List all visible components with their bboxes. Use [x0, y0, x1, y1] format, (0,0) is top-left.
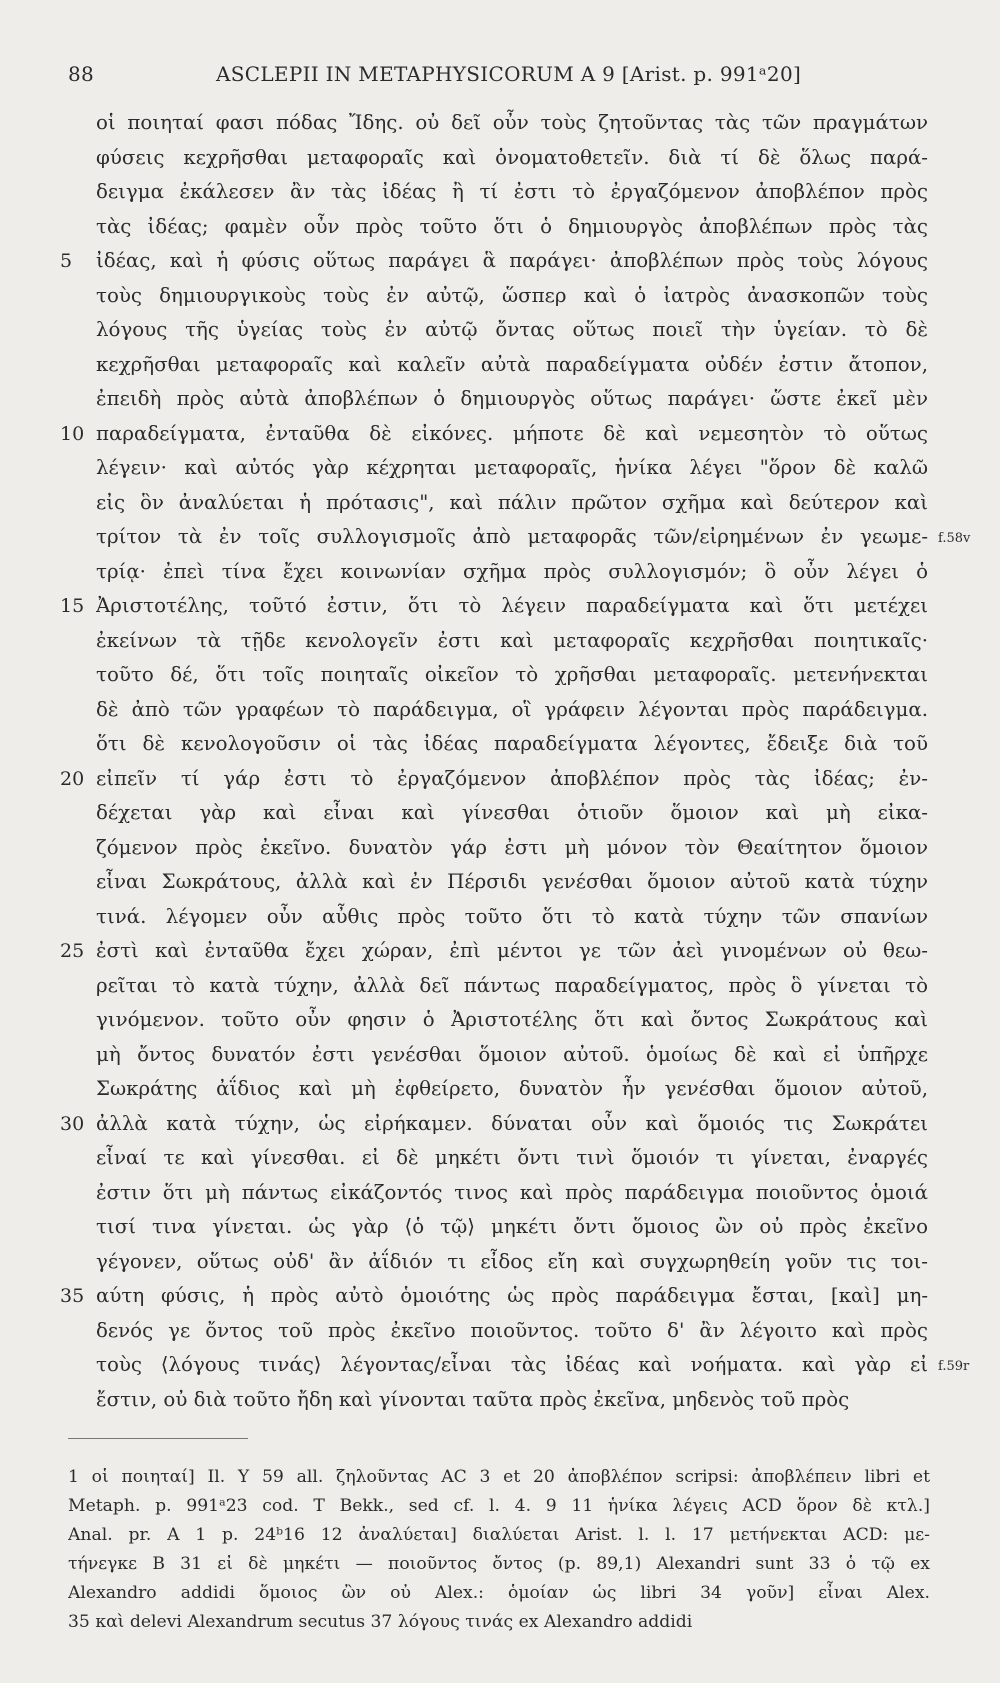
text-line: [0, 831, 1000, 866]
text-line: [0, 417, 1000, 452]
page-number: 88: [68, 62, 95, 86]
text-line: [0, 382, 1000, 417]
line-text: λέγειν· καὶ αὐτός γὰρ κέχρηται μεταφοραῖς, ἡνίκα λέγει "ὅρον δὲ καλῶ: [96, 456, 928, 479]
line-text: γινόμενον. τοῦτο οὖν φησιν ὁ Ἀριστοτέλης ὅτι καὶ ὄντος Σωκράτους καὶ: [96, 1008, 928, 1031]
line-text: παραδείγματα, ἐνταῦθα δὲ εἰκόνες. μήποτε δὲ καὶ νεμεσητὸν τὸ οὕτως: [96, 421, 928, 445]
text-line: [0, 244, 1000, 279]
line-text: εἰπεῖν τί γάρ ἐστι τὸ ἐργαζόμενον ἀποβλέπον πρὸς τὰς ἰδέας; ἐν-: [96, 766, 928, 790]
footnote-line: 1 οἱ ποιηταί] Il. Υ 59 all. ζηλοῦντας AC 3 et 20 ἀποβλέπον scripsi: ἀποβλέπειν libri et: [68, 1467, 930, 1487]
text-line: [0, 1210, 1000, 1245]
folio-marginal-note: f.58v: [938, 531, 971, 546]
apparatus-criticus: [68, 1463, 930, 1637]
line-number: 20: [60, 767, 85, 790]
line-text: αύτη φύσις, ἡ πρὸς αὐτὸ ὁμοιότης ὡς πρὸς παράδειγμα ἔσται, [καὶ] μη-: [96, 1284, 928, 1307]
line-number: 10: [60, 422, 85, 445]
running-title: ASCLEPII IN METAPHYSICORUM A 9 [Arist. p. 991ᵃ20]: [216, 62, 802, 86]
line-text: μὴ ὄντος δυνατόν ἐστι γενέσθαι ὅμοιον αὐτοῦ. ὁμοίως δὲ καὶ εἰ ὑπῆρχε: [96, 1042, 928, 1066]
line-text: εἶναί τε καὶ γίνεσθαι. εἰ δὲ μηκέτι ὄντι τινὶ ὅμοιόν τι γίνεται, ἐναργές: [96, 1146, 928, 1169]
line-text: ἔστιν, οὐ διὰ τοῦτο ἤδη καὶ γίνονται ταῦτα πρὸς ἐκεῖνα, μηδενὸς τοῦ πρὸς: [96, 1387, 850, 1411]
line-text: ζόμενον πρὸς ἐκεῖνο. δυνατὸν γάρ ἐστι μὴ μόνον τὸν Θεαίτητον ὅμοιον: [96, 835, 928, 859]
line-text: γέγονεν, οὕτως οὐδ' ἂν ἀΐδιόν τι εἶδος εἴη καὶ συγχωρηθείη γοῦν τις τοι-: [96, 1249, 928, 1273]
line-text: τὰς ἰδέας; φαμὲν οὖν πρὸς τοῦτο ὅτι ὁ δημιουργὸς ἀποβλέπων πρὸς τὰς: [96, 214, 928, 238]
text-line: [0, 348, 1000, 383]
line-text: ἐκείνων τὰ τῇδε κενολογεῖν ἐστι καὶ μεταφοραῖς κεχρῆσθαι ποιητικαῖς·: [96, 628, 928, 652]
text-line: [0, 1314, 1000, 1349]
line-text: τοῦτο δέ, ὅτι τοῖς ποιηταῖς οἰκεῖον τὸ χρῆσθαι μεταφοραῖς. μετενήνεκται: [96, 663, 928, 686]
main-text: [0, 106, 1000, 1417]
text-line: [0, 1279, 1000, 1314]
text-line: [0, 1072, 1000, 1107]
text-line: [0, 900, 1000, 935]
text-line: [0, 106, 1000, 141]
footnote-line: 35 καὶ delevi Alexandrum secutus 37 λόγους τινάς ex Alexandro addidi: [68, 1612, 693, 1632]
line-text: τινά. λέγομεν οὖν αὖθις πρὸς τοῦτο ὅτι τὸ κατὰ τύχην τῶν σπανίων: [96, 904, 928, 928]
line-text: δέχεται γὰρ καὶ εἶναι καὶ γίνεσθαι ὁτιοῦν ὅμοιον καὶ μὴ εἰκα-: [96, 801, 928, 824]
text-line: [0, 1176, 1000, 1211]
line-number: 35: [60, 1285, 85, 1307]
line-text: ἰδέας, καὶ ἡ φύσις οὕτως παράγει ἃ παράγει· ἀποβλέπων πρὸς τοὺς λόγους: [96, 249, 928, 272]
text-line: [0, 1038, 1000, 1073]
line-number: 5: [60, 250, 73, 272]
line-text: ἐστιν ὅτι μὴ πάντως εἰκάζοντός τινος καὶ πρὸς παράδειγμα ποιοῦντος ὁμοιά: [96, 1180, 928, 1204]
footnote-rule: [68, 1438, 248, 1439]
footnote-line: Anal. pr. A 1 p. 24ᵇ16 12 ἀναλύεται] διαλύεται Arist. l. l. 17 μετήνεκται ACD: με-: [68, 1525, 930, 1545]
text-line: [0, 313, 1000, 348]
footnote-line: Metaph. p. 991ᵃ23 cod. T Bekk., sed cf. l. 4. 9 11 ἡνίκα λέγεις ACD ὅρον δὲ κτλ.]: [68, 1496, 930, 1516]
text-line: [0, 520, 1000, 555]
text-line: [0, 279, 1000, 314]
text-line: [0, 1107, 1000, 1142]
line-text: εἶναι Σωκράτους, ἀλλὰ καὶ ἐν Πέρσιδι γενέσθαι ὅμοιον αὐτοῦ κατὰ τύχην: [96, 870, 928, 893]
line-text: εἰς ὃν ἀναλύεται ἡ πρότασις", καὶ πάλιν πρῶτον σχῆμα καὶ δεύτερον καὶ: [96, 490, 928, 514]
text-line: [0, 934, 1000, 969]
line-text: ὅτι δὲ κενολογοῦσιν οἱ τὰς ἰδέας παραδείγματα λέγοντες, ἔδειξε διὰ τοῦ: [96, 732, 928, 755]
line-number: 30: [60, 1112, 85, 1135]
line-text: φύσεις κεχρῆσθαι μεταφοραῖς καὶ ὀνοματοθετεῖν. διὰ τί δὲ ὅλως παρά-: [96, 145, 928, 169]
text-line: [0, 1245, 1000, 1280]
text-line: [0, 1348, 1000, 1383]
text-line: [0, 762, 1000, 797]
text-line: [0, 175, 1000, 210]
footnote-line: Alexandro addidi ὅμοιος ὢν οὐ Alex.: ὁμοίαν ὡς libri 34 γοῦν] εἶναι Alex.: [68, 1583, 930, 1603]
text-line: [0, 658, 1000, 693]
text-line: [0, 210, 1000, 245]
line-number: 15: [60, 595, 85, 617]
line-number: 25: [60, 940, 85, 962]
line-text: δενός γε ὄντος τοῦ πρὸς ἐκεῖνο ποιοῦντος. τοῦτο δ' ἂν λέγοιτο καὶ πρὸς: [96, 1318, 928, 1342]
line-text: τοὺς δημιουργικοὺς τοὺς ἐν αὐτῷ, ὥσπερ καὶ ὁ ἰατρὸς ἀνασκοπῶν τοὺς: [96, 283, 928, 307]
footnote-line: τήνεγκε B 31 εἰ δὲ μηκέτι — ποιοῦντος ὄντος (p. 89,1) Alexandri sunt 33 ὁ τῷ ex: [68, 1554, 930, 1574]
text-line: [0, 451, 1000, 486]
line-text: τισί τινα γίνεται. ὡς γὰρ ⟨ὁ τῷ⟩ μηκέτι ὄντι ὅμοιος ὢν οὐ πρὸς ἐκεῖνο: [96, 1215, 928, 1238]
line-text: δὲ ἀπὸ τῶν γραφέων τὸ παράδειγμα, οἳ γράφειν λέγονται πρὸς παράδειγμα.: [96, 697, 928, 721]
line-text: δειγμα ἐκάλεσεν ἂν τὰς ἰδέας ἢ τί ἐστι τὸ ἐργαζόμενον ἀποβλέπον πρὸς: [96, 180, 928, 203]
line-text: ρεῖται τὸ κατὰ τύχην, ἀλλὰ δεῖ πάντως παραδείγματος, πρὸς ὃ γίνεται τὸ: [96, 973, 928, 997]
text-line: [0, 1003, 1000, 1038]
line-text: ἀλλὰ κατὰ τύχην, ὡς εἰρήκαμεν. δύναται οὖν καὶ ὅμοιός τις Σωκράτει: [96, 1111, 928, 1135]
folio-marginal-note: f.59r: [938, 1359, 970, 1374]
text-line: [0, 555, 1000, 590]
line-text: Σωκράτης ἀΐδιος καὶ μὴ ἐφθείρετο, δυνατὸν ἦν γενέσθαι ὅμοιον αὐτοῦ,: [96, 1077, 928, 1100]
text-line: [0, 1383, 1000, 1418]
text-line: [0, 589, 1000, 624]
text-line: [0, 693, 1000, 728]
text-line: [0, 141, 1000, 176]
page-header: [68, 62, 928, 92]
text-line: [0, 624, 1000, 659]
line-text: ἐπειδὴ πρὸς αὐτὰ ἀποβλέπων ὁ δημιουργὸς οὕτως παράγει· ὥστε ἐκεῖ μὲν: [96, 387, 928, 410]
text-line: [0, 796, 1000, 831]
text-line: [0, 1141, 1000, 1176]
line-text: κεχρῆσθαι μεταφοραῖς καὶ καλεῖν αὐτὰ παραδείγματα οὐδέν ἐστιν ἄτοπον,: [96, 352, 928, 376]
line-text: ἐστὶ καὶ ἐνταῦθα ἔχει χώραν, ἐπὶ μέντοι γε τῶν ἀεὶ γινομένων οὐ θεω-: [96, 939, 928, 962]
line-text: Ἀριστοτέλης, τοῦτό ἐστιν, ὅτι τὸ λέγειν παραδείγματα καὶ ὅτι μετέχει: [96, 594, 928, 617]
line-text: λόγους τῆς ὑγείας τοὺς ἐν αὐτῷ ὄντας οὕτως ποιεῖ τὴν ὑγείαν. τὸ δὲ: [96, 318, 928, 341]
text-line: [0, 969, 1000, 1004]
text-line: [0, 865, 1000, 900]
line-text: τρίᾳ· ἐπεὶ τίνα ἔχει κοινωνίαν σχῆμα πρὸς συλλογισμόν; ὃ οὖν λέγει ὁ: [96, 559, 928, 583]
line-text: τρίτον τὰ ἐν τοῖς συλλογισμοῖς ἀπὸ μεταφορᾶς τῶν/εἰρημένων ἐν γεωμε-: [96, 525, 928, 548]
text-line: [0, 727, 1000, 762]
line-text: τοὺς ⟨λόγους τινάς⟩ λέγοντας/εἶναι τὰς ἰδέας καὶ νοήματα. καὶ γὰρ εἰ: [96, 1353, 928, 1376]
text-line: [0, 486, 1000, 521]
line-text: οἱ ποιηταί φασι πόδας Ἴδης. οὐ δεῖ οὖν τοὺς ζητοῦντας τὰς τῶν πραγμάτων: [96, 111, 928, 134]
